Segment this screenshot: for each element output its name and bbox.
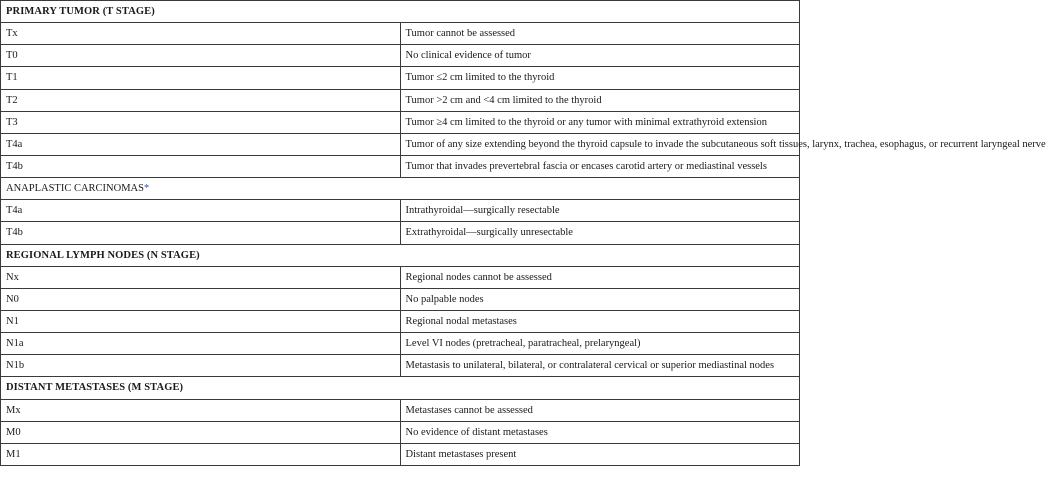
stage-description: Tumor >2 cm and <4 cm limited to the thyroid [400,89,800,111]
table-row [1,45,800,67]
stage-description: Distant metastases present [400,443,800,465]
table-row [1,443,800,465]
stage-code: Tx [1,23,401,45]
stage-description: Extrathyroidal—surgically unresectable [400,222,800,244]
section-header-lymph-nodes [1,244,800,266]
stage-description: Tumor ≤2 cm limited to the thyroid [400,67,800,89]
stage-code: N1b [1,355,401,377]
footnote-mark[interactable]: * [143,183,150,195]
table-row [1,355,800,377]
table-row [1,333,800,355]
table-row [1,421,800,443]
stage-code: T4b [1,222,401,244]
table-row [1,111,800,133]
stage-code: N0 [1,288,401,310]
stage-description: Metastasis to unilateral, bilateral, or contralateral cervical or superior mediastinal nodes [400,355,800,377]
section-header-metastases [1,377,800,399]
section-title-text: ANAPLASTIC CARCINOMAS [6,183,144,195]
stage-code: N1a [1,333,401,355]
section-header-anaplastic [1,178,800,200]
stage-code: Mx [1,399,401,421]
table-row [1,67,800,89]
table-row [1,89,800,111]
table-row [1,200,800,222]
section-title: DISTANT METASTASES (M STAGE) [1,377,800,399]
stage-code: T4b [1,155,401,177]
stage-code: T4a [1,133,401,155]
table-row [1,155,800,177]
stage-code: M1 [1,443,401,465]
stage-code: Nx [1,266,401,288]
section-header-primary-tumor [1,1,800,23]
table-row [1,133,800,155]
stage-code: T0 [1,45,401,67]
table-row [1,310,800,332]
table-row [1,23,800,45]
section-title: REGIONAL LYMPH NODES (N STAGE) [1,244,800,266]
stage-code: T2 [1,89,401,111]
stage-code: T4a [1,200,401,222]
table-row [1,266,800,288]
table-row [1,222,800,244]
stage-description: Metastases cannot be assessed [400,399,800,421]
stage-description: Regional nodes cannot be assessed [400,266,800,288]
stage-code: N1 [1,310,401,332]
stage-description: No palpable nodes [400,288,800,310]
table-row [1,288,800,310]
stage-description: Tumor ≥4 cm limited to the thyroid or any tumor with minimal extrathyroid extension [400,111,800,133]
section-title [1,178,800,200]
stage-code: T3 [1,111,401,133]
table-row [1,399,800,421]
stage-code: M0 [1,421,401,443]
stage-description: No evidence of distant metastases [400,421,800,443]
section-title: PRIMARY TUMOR (T STAGE) [1,1,800,23]
stage-code: T1 [1,67,401,89]
stage-description: Tumor that invades prevertebral fascia or encases carotid artery or mediastinal vessels [400,155,800,177]
stage-description: Level VI nodes (pretracheal, paratracheal, prelaryngeal) [400,333,800,355]
stage-description: No clinical evidence of tumor [400,45,800,67]
stage-description: Tumor cannot be assessed [400,23,800,45]
stage-description: Intrathyroidal—surgically resectable [400,200,800,222]
stage-description: Tumor of any size extending beyond the thyroid capsule to invade the subcutaneous soft tissues, larynx, trachea, esophagus, or recurrent laryngeal nerve [400,133,800,155]
stage-description: Regional nodal metastases [400,310,800,332]
